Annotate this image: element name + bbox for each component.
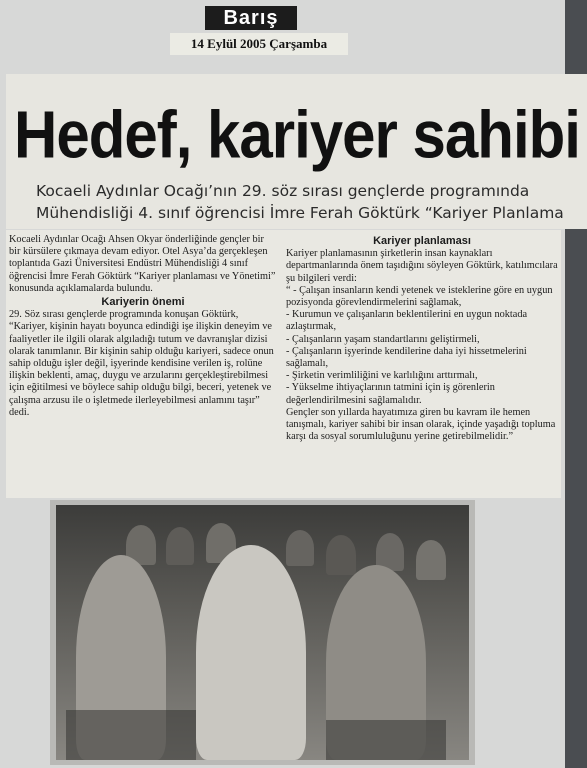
subheadline [36, 180, 564, 224]
list-item: - Çalışanların işyerinde kendilerine daha iyi hissetmelerini sağlamalı, [286, 345, 527, 370]
headline-clipping [6, 74, 587, 229]
list-item: - Şirketin verimliliğini ve karlılığını arttırmalı, [286, 370, 478, 382]
list-item: - Çalışanların yaşam standartlarını geliştirmeli, [286, 333, 480, 345]
section-heading: Kariyer planlaması [373, 235, 471, 247]
column-right [286, 234, 558, 443]
headline: Hedef, kariyer sahibi [14, 97, 580, 173]
audience-member [416, 540, 446, 580]
audience-member [166, 527, 194, 565]
article-body [6, 230, 561, 498]
column-left [9, 234, 277, 419]
audience-member [286, 530, 314, 566]
audience-photo [56, 505, 469, 760]
subhead-line: Mühendisliği 4. sınıf öğrencisi İmre Ferah Göktürk “Kariyer Planlama [36, 204, 564, 222]
paragraph: Kariyer planlamasının şirketlerin insan kaynakları departmanlarında önem taşıdığını söyleyen Göktürk, katılımcılara şu bilgileri verdi: [286, 248, 558, 284]
news-photo [50, 500, 475, 765]
chair [66, 710, 196, 760]
paragraph: 29. Söz sırası gençlerde programında konuşan Göktürk, “Kariyer, kişinin hayatı boyunca edindiği işe ilişkin deneyim ve faaliyetler ile ilgili olarak algıladığı tutum ve davranışlar dizisi olarak tanımlanır. Bir kişinin sahip olduğu kariyeri, sadece onun sahip olduğu işler değil, işyerinde kendisine verilen iş, rolüne ilişkin beklenti, amaç, duygu ve arzularını gerçekleştirebilmesi için eğitilmesi ve böylece sahip olduğu bilgi, beceri, yetenek ve çalışma arzusu ile o işletmede ilerleyebilmesi anlamını taşır” dedi. [9, 309, 274, 418]
man-center [196, 545, 306, 760]
newspaper-logo: Barış [205, 6, 297, 30]
publication-date: 14 Eylül 2005 Çarşamba [170, 33, 348, 55]
paragraph: Kocaeli Aydınlar Ocağı Ahsen Okyar önderliğinde gençler bir bir kürsülere çıkmaya devam ediyor. Otel Asya’da gerçekleşen toplantıda Gazi Üniversitesi Endüstri Mühendisliği 4 sınıf öğrencisi İmre Ferah Göktürk “Kariyer planlaması ve Yönetimi” konusunda açıklamalarda bulundu. [9, 234, 276, 294]
subhead-line: Kocaeli Aydınlar Ocağı’nın 29. söz sırası gençlerde programında [36, 182, 530, 200]
list-item: “ - Çalışan insanların kendi yetenek ve isteklerine göre en uygun pozisyonda görevlendirmelerini sağlamak, [286, 284, 553, 309]
paragraph: Gençler son yıllarda hayatımıza giren bu kavram ile hemen tanışmalı, kariyer sahibi bir insan olarak, içinde yaşadığı topluma karşı da sosyal sorumluluğunu yerine getirebilmelidir.” [286, 406, 556, 443]
chair [326, 720, 446, 760]
list-item: - Yükselme ihtiyaçlarının tatmini için iş görenlerin değerlendirilmesini sağlamalıdır. [286, 382, 495, 406]
list-item: - Kurumun ve çalışanların beklentilerini en uygun noktada azlaştırmak, [286, 309, 528, 333]
audience-member [326, 535, 356, 575]
section-heading: Kariyerin önemi [101, 296, 185, 309]
